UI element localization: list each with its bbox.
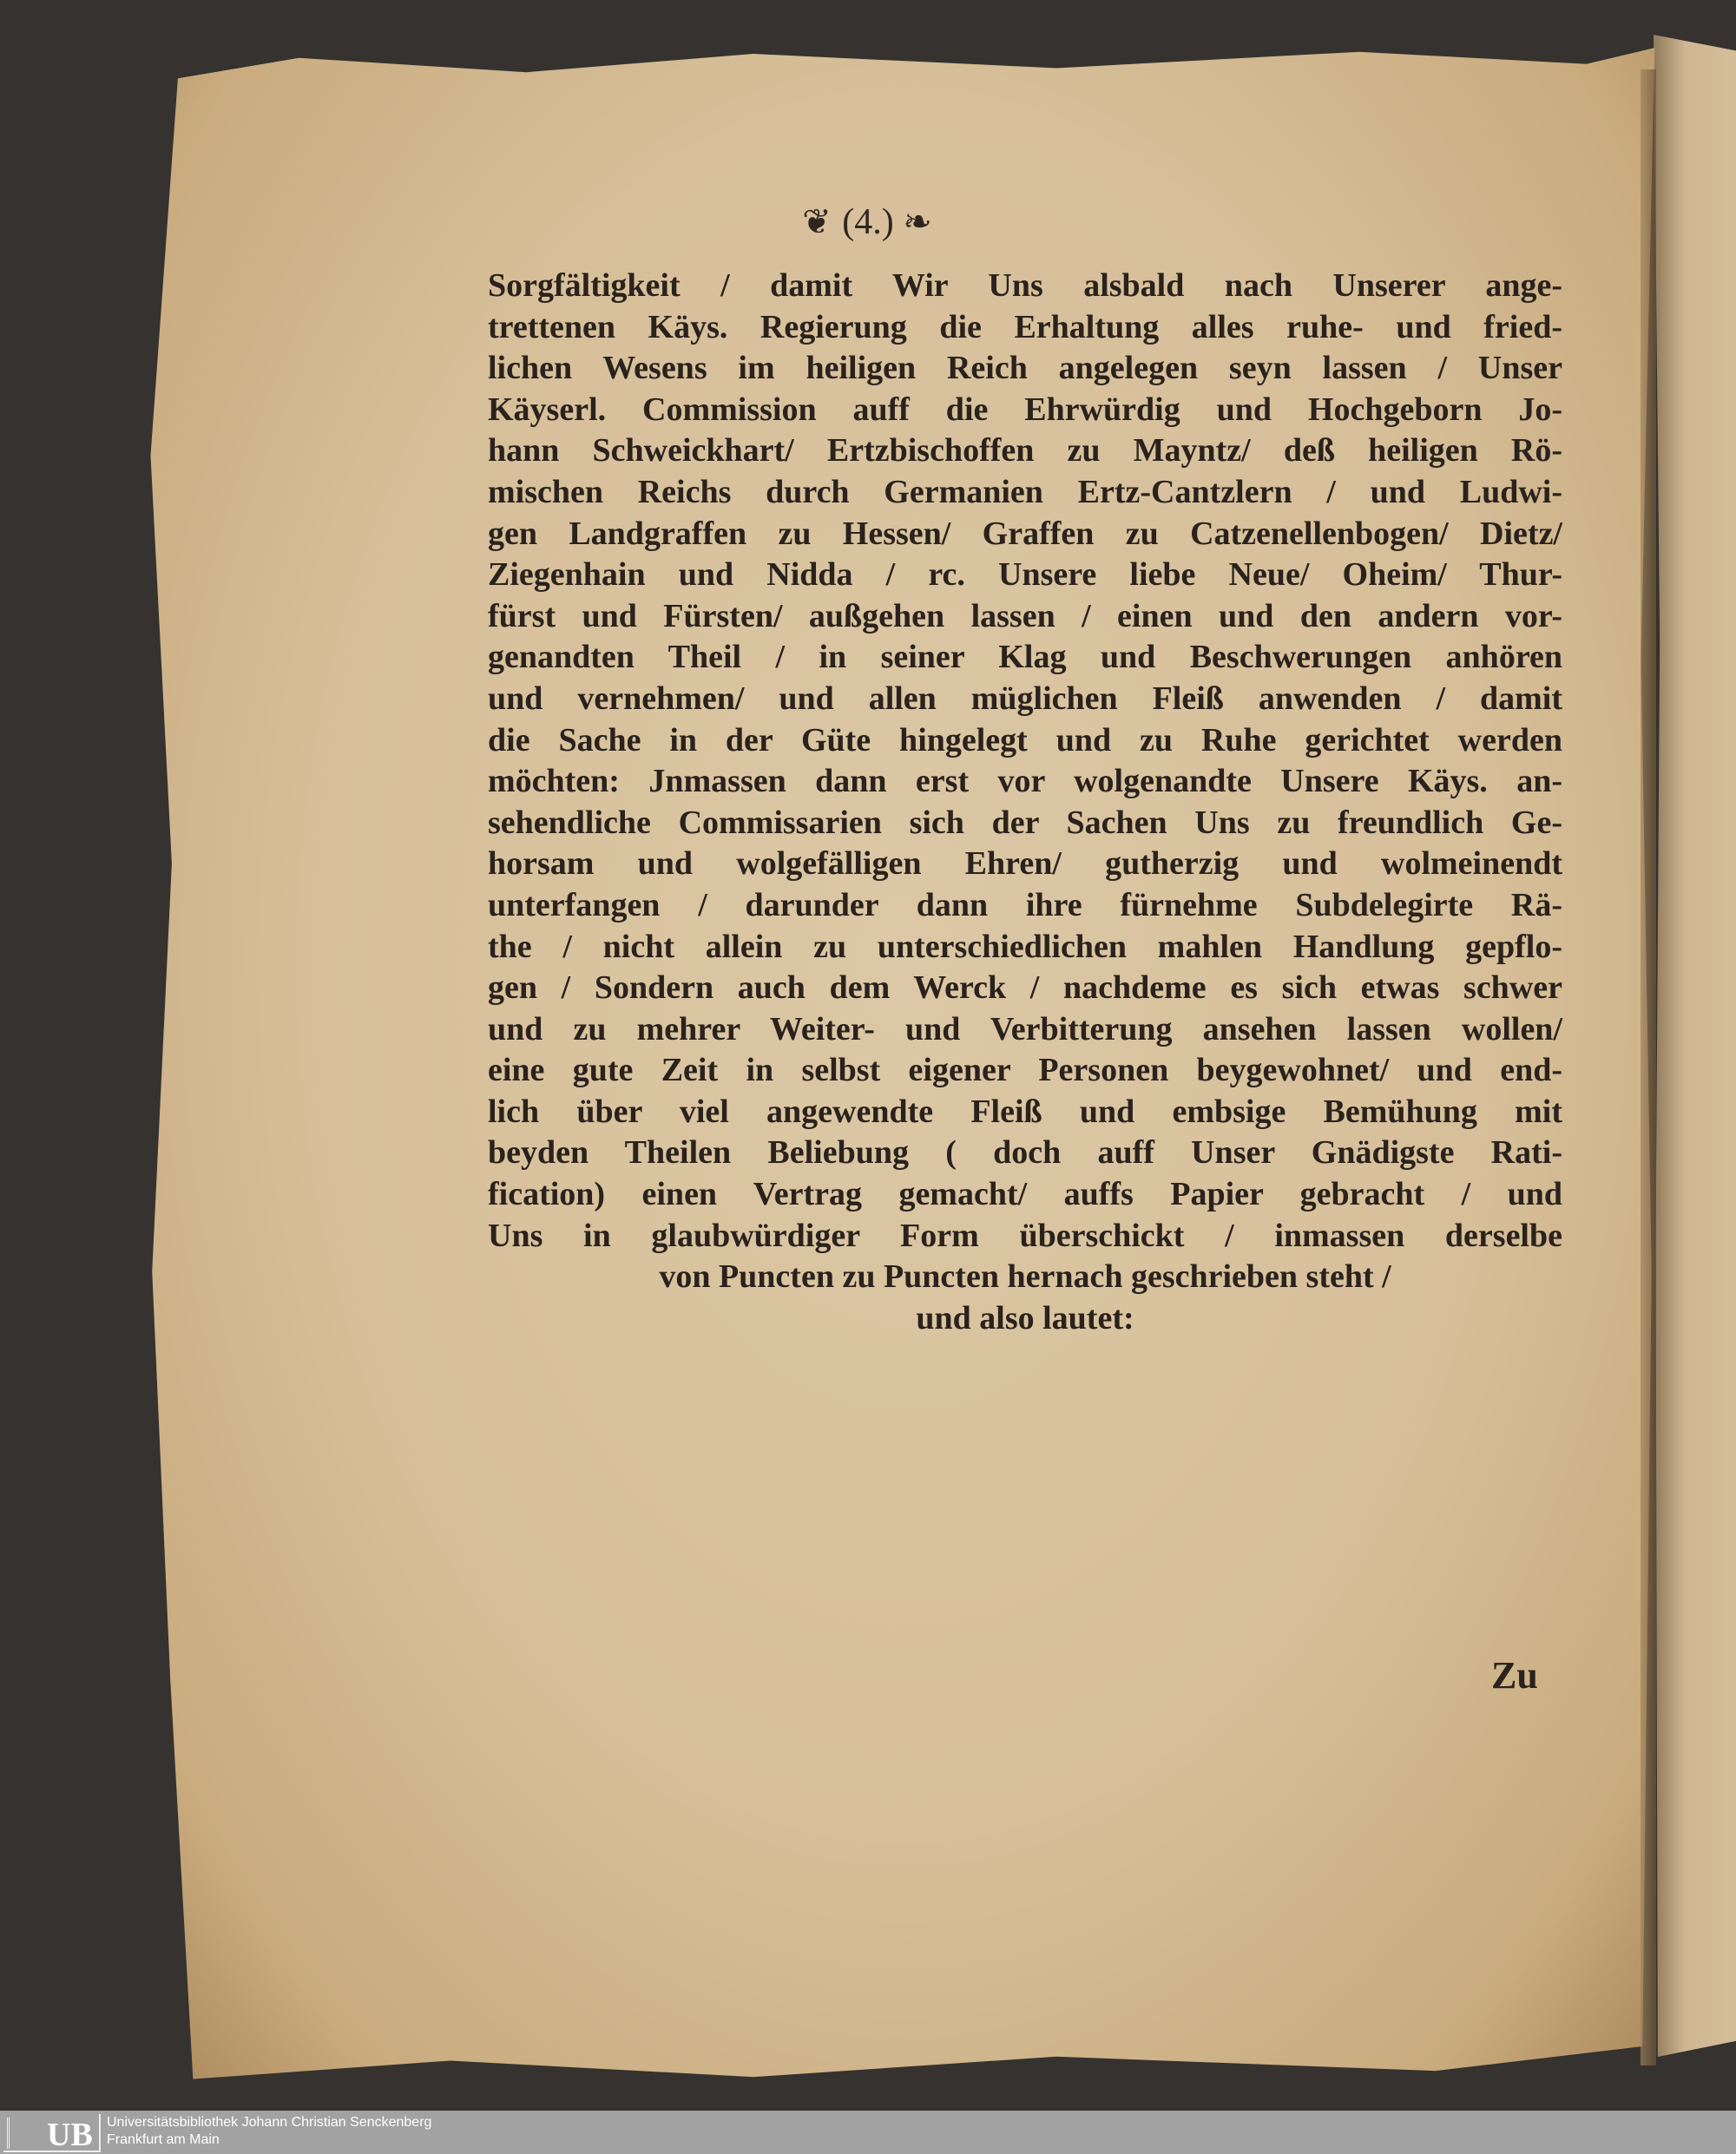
text-line: horsam und wolgefälligen Ehren/ gutherzig und wolmeinendt [488,845,1562,883]
institution-name: Universitätsbibliothek Johann Christian Senckenberg [107,2115,432,2130]
adjacent-page-edge [1654,35,1736,2057]
ornament-right-icon: ❧ [903,202,934,241]
text-line: lich über viel angewendte Fleiß und embsige Bemühung mit [488,1093,1562,1130]
text-line: lichen Wesens im heiligen Reich angelegen seyn lassen / Unser [488,350,1562,387]
library-logo [3,2114,101,2152]
page-header [0,201,1736,243]
text-line: trettenen Käys. Regierung die Erhaltung alles ruhe- und fried- [488,308,1562,345]
text-line-centered: von Puncten zu Puncten hernach geschrieben steht / [659,1258,1391,1296]
ornament-left-icon: ❦ [802,202,833,241]
text-line: the / nicht allein zu unterschiedlichen mahlen Handlung gepflo- [488,928,1562,965]
text-line: fication) einen Vertrag gemacht/ auffs Papier gebracht / und [488,1176,1562,1213]
page-gutter-shadow [1641,69,1656,2065]
portrait-logo-icon [7,2118,43,2149]
text-line: Uns in glaubwürdiger Form überschickt / inmassen derselbe [488,1217,1562,1254]
text-line: möchten: Jnmassen dann erst vor wolgenandte Unsere Käys. an- [488,763,1562,800]
text-line: und zu mehrer Weiter- und Verbitterung ansehen lassen wollen/ [488,1010,1562,1047]
text-line: hann Schweickhart/ Ertzbischoffen zu Mayntz/ deß heiligen Rö- [488,432,1562,470]
text-line: und vernehmen/ und allen müglichen Fleiß anwenden / damit [488,680,1562,717]
text-line: beyden Theilen Beliebung ( doch auff Unser Gnädigste Rati- [488,1134,1562,1172]
text-line: unterfangen / darunder dann ihre fürnehme Subdelegirte Rä- [488,886,1562,923]
institution-location: Frankfurt am Main [107,2132,220,2147]
text-line: Käyserl. Commission auff die Ehrwürdig und Hochgeborn Jo- [488,391,1562,428]
logo-text: UB [47,2117,93,2153]
text-line: gen Landgraffen zu Hessen/ Graffen zu Catzenellenbogen/ Dietz/ [488,515,1562,552]
text-line: gen / Sondern auch dem Werck / nachdeme es sich etwas schwer [488,969,1562,1007]
text-line: Ziegenhain und Nidda / rc. Unsere liebe Neue/ Oheim/ Thur- [488,556,1562,594]
text-line: genandten Theil / in seiner Klag und Beschwerungen anhören [488,639,1562,676]
text-line: eine gute Zeit in selbst eigener Personen beygewohnet/ und end- [488,1052,1562,1089]
text-line: die Sache in der Güte hingelegt und zu Ruhe gerichtet werden [488,721,1562,758]
text-line: sehendliche Commissarien sich der Sachen Uns zu freundlich Ge- [488,804,1562,841]
text-line: Sorgfältigkeit / damit Wir Uns alsbald nach Unserer ange- [488,267,1562,304]
text-line: mischen Reichs durch Germanien Ertz-Cantzlern / und Ludwi- [488,473,1562,510]
text-line-centered: und also lautet: [916,1299,1134,1336]
body-text [488,266,1562,1339]
text-line: fürst und Fürsten/ außgehen lassen / einen und den andern vor- [488,597,1562,634]
catchword: Zu [1491,1654,1538,1697]
library-footer [0,2111,1736,2154]
page-number: (4.) [842,202,894,242]
